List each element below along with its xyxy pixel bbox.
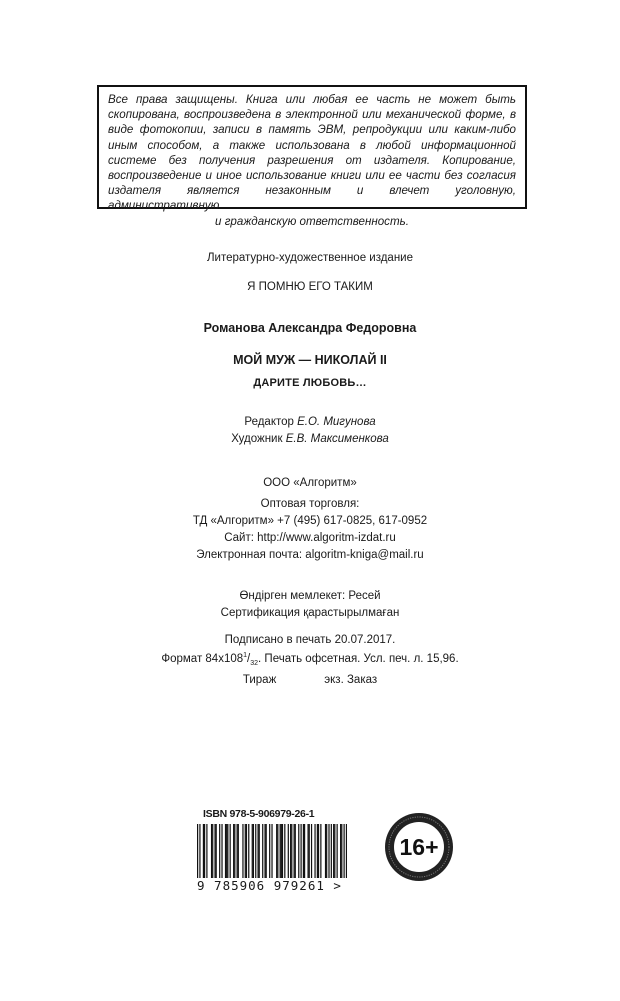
credits-block xyxy=(0,414,620,448)
barcode-bar xyxy=(230,824,231,878)
barcode-bar xyxy=(216,824,217,878)
barcode-bar xyxy=(255,824,256,878)
barcode-bar xyxy=(252,824,253,878)
origin-block xyxy=(0,588,620,622)
publisher-phones: ТД «Алгоритм» +7 (495) 617-0825, 617-0952 xyxy=(192,515,428,527)
editor-name: Е.О. Мигунова xyxy=(297,416,376,428)
barcode-bar xyxy=(253,824,254,878)
barcode-bar xyxy=(264,824,265,878)
barcode-digits: 9 785906 979261 > xyxy=(197,878,342,893)
barcode-bar xyxy=(199,824,200,878)
artist-line xyxy=(0,431,620,448)
artist-name: Е.В. Максименкова xyxy=(285,433,389,445)
barcode-bar xyxy=(300,824,301,878)
barcode-bar xyxy=(280,824,281,878)
barcode-bar xyxy=(320,824,321,878)
barcode-bar xyxy=(334,824,335,878)
barcode-bar xyxy=(326,824,327,878)
author-name: Романова Александра Федоровна xyxy=(203,321,417,335)
barcode-bar xyxy=(291,824,292,878)
format-sub: 32 xyxy=(250,660,259,668)
barcode-bar xyxy=(307,824,308,878)
barcode-bar xyxy=(259,824,260,878)
print-info-block xyxy=(0,632,620,688)
format-prefix: Формат 84х108 xyxy=(161,652,244,665)
barcode-bar xyxy=(212,824,213,878)
barcode-bar xyxy=(214,824,215,878)
barcode-bar xyxy=(237,824,238,878)
barcode-bar xyxy=(203,824,204,878)
barcode-bar xyxy=(288,824,289,878)
edition-type: Литературно-художественное издание xyxy=(206,252,414,264)
barcode-bar xyxy=(227,824,228,878)
barcode-bar xyxy=(309,824,310,878)
barcode-bar xyxy=(318,824,319,878)
isbn-label: ISBN 978-5-906979-26-1 xyxy=(203,808,315,820)
barcode-bar xyxy=(266,824,267,878)
certification-note: Сертификация қарастырылмаған xyxy=(220,607,400,619)
publisher-name: ООО «Алгоритм» xyxy=(263,477,357,489)
barcode-bar xyxy=(281,824,282,878)
artist-label: Художник xyxy=(231,433,283,445)
barcode-bar xyxy=(269,824,270,878)
run-line xyxy=(0,672,620,688)
barcode-bar xyxy=(290,824,291,878)
barcode-bar xyxy=(341,824,342,878)
barcode-bar xyxy=(246,824,247,878)
barcode-bar xyxy=(234,824,235,878)
barcode-bar xyxy=(226,824,227,878)
barcode-bar xyxy=(257,824,258,878)
barcode-bar xyxy=(333,824,334,878)
barcode-bar xyxy=(277,824,278,878)
barcode-bar xyxy=(317,824,318,878)
series-name: Я ПОМНЮ ЕГО ТАКИМ xyxy=(247,281,373,293)
barcode-bar xyxy=(284,824,285,878)
barcode-bar xyxy=(294,824,295,878)
run-label: Тираж xyxy=(242,674,277,687)
publisher-block xyxy=(0,475,620,564)
publisher-site: Сайт: http://www.algoritm-izdat.ru xyxy=(224,532,396,544)
barcode-bar xyxy=(238,824,239,878)
book-subtitle: ДАРИТЕ ЛЮБОВЬ… xyxy=(253,377,367,389)
age-rating-text: 16+ xyxy=(399,834,439,860)
barcode-bar xyxy=(206,824,207,878)
barcode-bar xyxy=(211,824,212,878)
barcode-bar xyxy=(221,824,222,878)
barcode-bar xyxy=(282,824,283,878)
barcode-bar xyxy=(304,824,305,878)
barcode-bar xyxy=(245,824,246,878)
copyright-notice-last-line: и гражданскую ответственность. xyxy=(215,214,409,228)
barcode-bar xyxy=(340,824,341,878)
barcode-bar xyxy=(311,824,312,878)
editor-label: Редактор xyxy=(244,416,294,428)
barcode-bar xyxy=(295,824,296,878)
age-rating-badge xyxy=(383,811,455,883)
barcode-bar xyxy=(346,824,347,878)
format-sup: 1 xyxy=(243,652,248,659)
wholesale-label: Оптовая торговля: xyxy=(260,498,360,510)
barcode-bar xyxy=(298,824,299,878)
copyright-notice-text: Все права защищены. Книга или любая ее часть не может быть скопирована, воспроизведена в электронной или механической форме, в виде фотокопии, записи в память ЭВМ, репродукции или каким-либо иным способом, а также использована в любой информационной системе без получения разрешения от издателя. Копирование, воспроизведение и иное использование книги или ее части без согласия издателя является незаконным и влечет уголовную, административную xyxy=(108,93,516,213)
barcode-bar xyxy=(204,824,205,878)
barcode-bar xyxy=(242,824,243,878)
format-suffix: . Печать офсетная. Усл. печ. л. 15,96. xyxy=(258,652,459,665)
barcode-bar xyxy=(328,824,329,878)
order-label: экз. Заказ xyxy=(324,674,378,687)
barcode-bar xyxy=(233,824,234,878)
publisher-email: Электронная почта: algoritm-kniga@mail.ru xyxy=(196,549,424,561)
book-title: МОЙ МУЖ — НИКОЛАЙ II xyxy=(233,353,387,367)
barcode-bar xyxy=(262,824,263,878)
barcode-bar xyxy=(325,824,326,878)
barcode-bar xyxy=(303,824,304,878)
editor-line xyxy=(0,414,620,431)
barcode-bar xyxy=(344,824,345,878)
barcode-bar xyxy=(248,824,249,878)
barcode-bar xyxy=(314,824,315,878)
barcode-bar xyxy=(197,824,198,878)
origin-country: Өндірген мемлекет: Ресей xyxy=(239,590,381,602)
copyright-notice-box xyxy=(97,85,527,228)
barcode-bar xyxy=(219,824,220,878)
format-line: Формат $84х108^1/_{32}$. Печать офсетная. Усл. печ. л. 15,96. xyxy=(161,652,459,668)
isbn-barcode xyxy=(197,824,347,886)
barcode-bar xyxy=(276,824,277,878)
signed-date: Подписано в печать 20.07.2017. xyxy=(224,634,396,646)
barcode-bar xyxy=(337,824,338,878)
barcode-bar xyxy=(271,824,272,878)
barcode-bar xyxy=(331,824,332,878)
barcode-bar xyxy=(225,824,226,878)
